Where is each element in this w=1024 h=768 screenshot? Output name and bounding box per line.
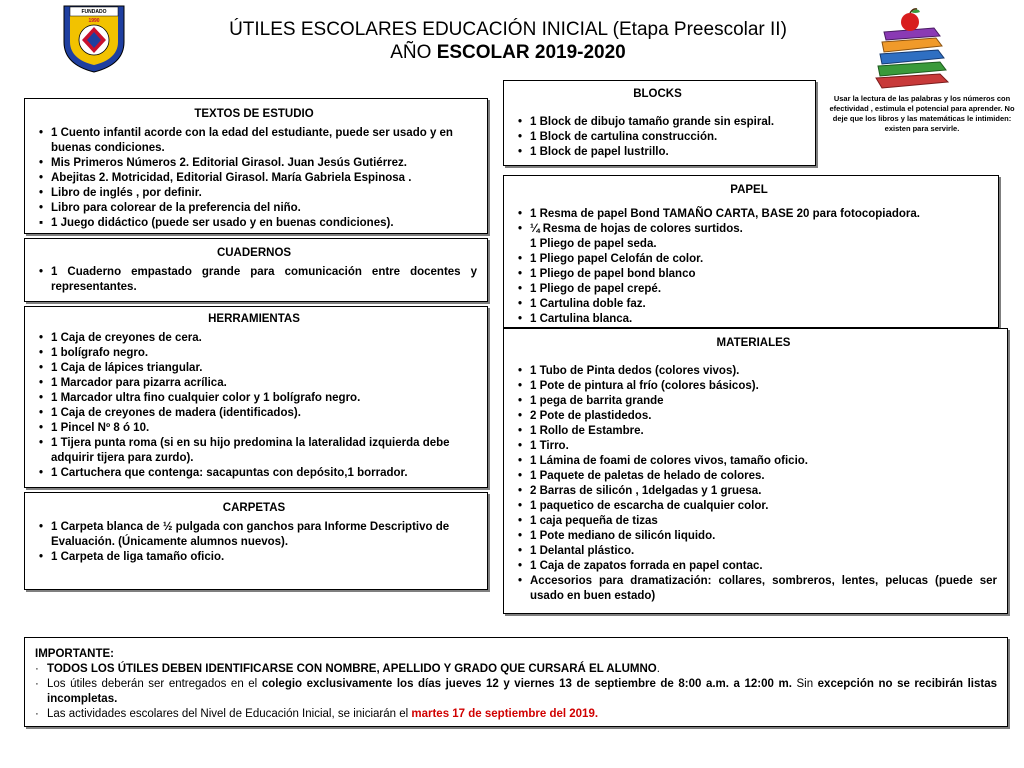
list-item: • 1 Rollo de Estambre.: [510, 424, 997, 439]
list-item: • 1 bolígrafo negro.: [31, 346, 477, 361]
papel-list: [510, 207, 988, 327]
list-item: • 1 paquetico de escarcha de cualquier color.: [510, 499, 997, 514]
list-item: • 1 Tijera punta roma (si en su hijo predomina la lateralidad izquierda debe adquirir tijera para zurdo).: [31, 436, 477, 466]
list-item: • Mis Primeros Números 2. Editorial Girasol. Juan Jesús Gutiérrez.: [31, 156, 477, 171]
important-line-2: [35, 677, 997, 707]
list-item: • 1 Caja de creyones de cera.: [31, 331, 477, 346]
important-line-3: [35, 707, 997, 722]
list-item: • 1 Cuaderno empastado grande para comunicación entre docentes y representantes.: [31, 265, 477, 295]
list-item: • Accesorios para dramatización: collares, sombreros, lentes, pelucas (puede ser usado en buen estado): [510, 574, 997, 604]
cuadernos-list: [31, 265, 477, 295]
list-item: • 1 Paquete de paletas de helado de colores.: [510, 469, 997, 484]
materiales-section: [503, 328, 1008, 614]
important-line-2-d: excepción no se recibirán listas incompletas.: [47, 678, 997, 705]
list-item: • 1 Block de dibujo tamaño grande sin espiral.: [510, 115, 805, 130]
blocks-section: [503, 80, 816, 166]
carpetas-heading: CARPETAS: [222, 502, 286, 514]
list-item: • 1 Tubo de Pinta dedos (colores vivos).: [510, 364, 997, 379]
list-item: • ¼ Resma de hojas de colores surtidos.: [510, 222, 988, 237]
page-title: [160, 18, 856, 64]
list-item: • 1 Pliego papel Celofán de color.: [510, 252, 988, 267]
title-line-2: [160, 41, 856, 64]
important-line-2-b: colegio exclusivamente los días jueves 12 y viernes 13 de septiembre de 8:00 a.m. a 12:00 m.: [261, 678, 792, 690]
textos-list: [31, 126, 477, 231]
cuadernos-section: [24, 238, 488, 302]
list-item: • 1 Pote mediano de silicón liquido.: [510, 529, 997, 544]
list-item: • Libro para colorear de la preferencia del niño.: [31, 201, 477, 216]
logo-founded-text: FUNDADO: [81, 9, 107, 15]
list-item: 1 Pliego de papel seda.: [530, 238, 657, 250]
list-item: • 1 Block de papel lustrillo.: [510, 145, 805, 160]
list-item: • 1 Lámina de foami de colores vivos, tamaño oficio.: [510, 454, 997, 469]
important-line-1: [35, 662, 997, 677]
list-item: • Abejitas 2. Motricidad, Editorial Girasol. María Gabriela Espinosa .: [31, 171, 477, 186]
list-item: • 1 Pliego de papel crepé.: [510, 282, 988, 297]
list-item: • 1 Caja de zapatos forrada en papel contac.: [510, 559, 997, 574]
list-item: • 1 Marcador para pizarra acrílica.: [31, 376, 477, 391]
herramientas-heading: HERRAMIENTAS: [208, 313, 300, 325]
list-item: • 1 Cartulina doble faz.: [510, 297, 988, 312]
blocks-heading: BLOCKS: [633, 88, 682, 100]
important-line-1-end: .: [656, 663, 660, 675]
list-item: • 2 Pote de plastidedos.: [510, 409, 997, 424]
carpetas-list: [31, 520, 477, 565]
papel-heading: PAPEL: [730, 184, 768, 196]
important-heading: IMPORTANTE:: [35, 648, 115, 660]
start-date-highlight: martes 17 de septiembre del 2019.: [411, 708, 599, 720]
blocks-list: [510, 115, 805, 160]
textos-section: [24, 98, 488, 234]
important-line-2-a: Los útiles deberán ser entregados en el: [47, 678, 262, 690]
list-item: • Libro de inglés , por definir.: [31, 186, 477, 201]
list-item: • 1 Carpeta de liga tamaño oficio.: [31, 550, 477, 565]
cuadernos-heading: CUADERNOS: [216, 247, 292, 259]
important-line-2-c: Sin: [791, 678, 818, 690]
papel-section: [503, 175, 999, 328]
list-item: • 1 Marcador ultra fino cualquier color y 1 bolígrafo negro.: [31, 391, 477, 406]
carpetas-section: [24, 492, 488, 590]
list-item: • 1 Pincel Nº 8 ó 10.: [31, 421, 477, 436]
title-line-1: ÚTILES ESCOLARES EDUCACIÓN INICIAL (Etapa Preescolar II): [229, 19, 787, 40]
list-item: • 1 Pliego de papel bond blanco: [510, 267, 988, 282]
herramientas-list: [31, 331, 477, 481]
herramientas-section: [24, 306, 488, 488]
list-item: • 1 Block de cartulina construcción.: [510, 130, 805, 145]
list-item: • 2 Barras de silicón , 1delgadas y 1 gruesa.: [510, 484, 997, 499]
title-line-2-prefix: AÑO: [390, 42, 437, 63]
books-apple-illustration: [870, 6, 952, 92]
list-item: • 1 Cuento infantil acorde con la edad del estudiante, puede ser usado y en buenas condiciones.: [31, 126, 477, 156]
motivational-quote: Usar la lectura de las palabras y los números con efectividad , estimula el potencial para aprender. No deje que los libros y las matemáticas le intimiden: existen para servirle.: [829, 94, 1015, 133]
list-item: • 1 Cartulina blanca.: [510, 312, 988, 327]
important-notice: [24, 637, 1008, 727]
important-line-3-a: Las actividades escolares del Nivel de Educación Inicial, se iniciarán el: [47, 708, 412, 720]
list-item: • 1 pega de barrita grande: [510, 394, 997, 409]
list-item: • 1 Caja de lápices triangular.: [31, 361, 477, 376]
list-item: • 1 Resma de papel Bond TAMAÑO CARTA, BASE 20 para fotocopiadora.: [510, 207, 988, 222]
list-item: ▪ 1 Juego didáctico (puede ser usado y en buenas condiciones).: [31, 216, 477, 231]
list-item: • 1 caja pequeña de tizas: [510, 514, 997, 529]
materiales-heading: MATERIALES: [716, 337, 791, 349]
list-item: • 1 Pote de pintura al frío (colores básicos).: [510, 379, 997, 394]
title-line-2-bold: ESCOLAR 2019-2020: [436, 42, 626, 63]
logo-year-text: 1990: [88, 18, 100, 24]
list-item: • 1 Carpeta blanca de ½ pulgada con ganchos para Informe Descriptivo de Evaluación. (Únicamente alumnos nuevos).: [31, 520, 477, 550]
list-item: • 1 Caja de creyones de madera (identificados).: [31, 406, 477, 421]
important-line-1-text: TODOS LOS ÚTILES DEBEN IDENTIFICARSE CON NOMBRE, APELLIDO Y GRADO QUE CURSARÁ EL ALUMNO: [47, 663, 657, 675]
textos-heading: TEXTOS DE ESTUDIO: [194, 108, 314, 120]
list-item: • 1 Delantal plástico.: [510, 544, 997, 559]
list-item: • 1 Tirro.: [510, 439, 997, 454]
materiales-list: [510, 364, 997, 604]
list-item: • 1 Cartuchera que contenga: sacapuntas con depósito,1 borrador.: [31, 466, 477, 481]
school-logo: [60, 2, 128, 74]
